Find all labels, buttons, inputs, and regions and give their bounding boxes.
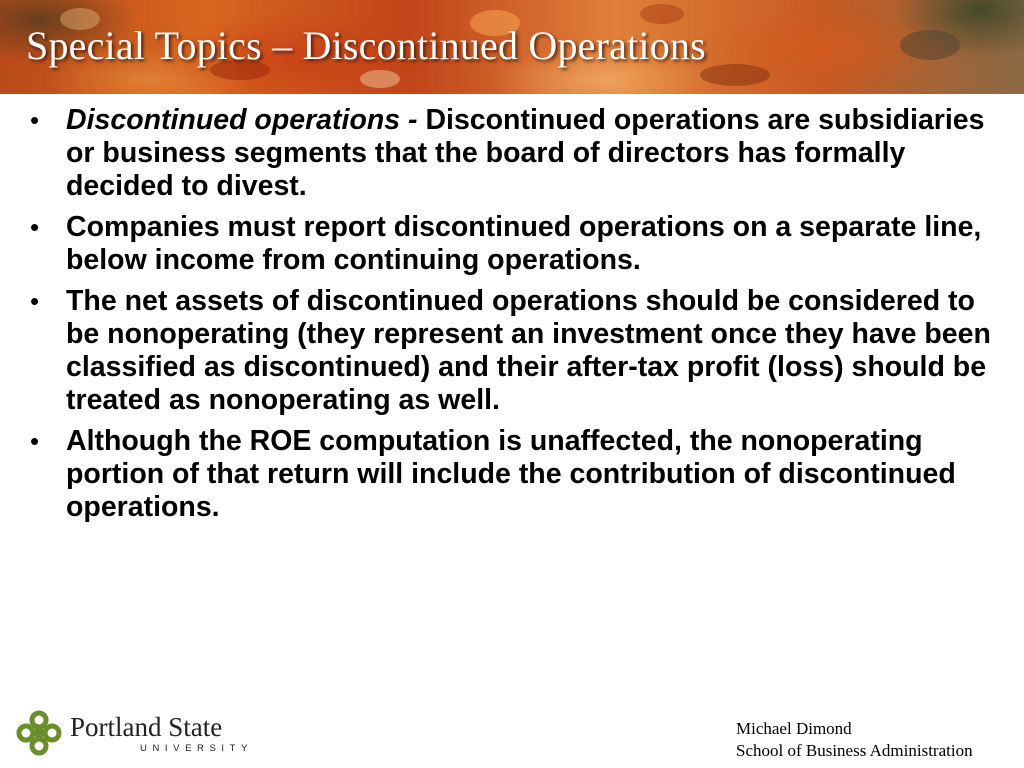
slide-title: Special Topics – Discontinued Operations (26, 23, 706, 68)
bullet-text: Companies must report discontinued operations on a separate line, below income from continuing operations. (66, 211, 982, 276)
logo-subtitle: UNIVERSITY (140, 742, 254, 754)
bullet-item (30, 104, 994, 203)
author-credit (736, 718, 973, 762)
bullet-item (30, 285, 994, 417)
title-banner (0, 0, 1024, 94)
bullet-text: Although the ROE computation is unaffected, the nonoperating portion of that return will include the contribution of discontinued operations. (66, 425, 956, 523)
logo-name: Portland State (70, 711, 223, 742)
author-name: Michael Dimond (736, 719, 852, 738)
bullet-item (30, 211, 994, 277)
bullet-marker: • (30, 105, 40, 135)
bullet-marker: • (30, 286, 40, 316)
logo-wordmark (70, 713, 253, 754)
bullet-list (30, 104, 994, 532)
bullet-marker: • (30, 212, 40, 242)
bullet-text: The net assets of discontinued operations should be considered to be nonoperating (they represent an investment once they have been classified as discontinued) and their after-tax profit (loss) should be treated as nonoperating as well. (66, 285, 991, 416)
psu-logo-icon (16, 710, 62, 756)
bullet-marker: • (30, 426, 40, 456)
school-name: School of Business Administration (736, 741, 973, 760)
bullet-text (66, 104, 994, 203)
bullet-body: Discontinued operations are subsidiaries or business segments that the board of directors has formally decided to divest. (66, 104, 985, 202)
portland-state-logo (16, 708, 253, 758)
bullet-item (30, 425, 994, 524)
bullet-term: Discontinued operations - (66, 104, 418, 136)
